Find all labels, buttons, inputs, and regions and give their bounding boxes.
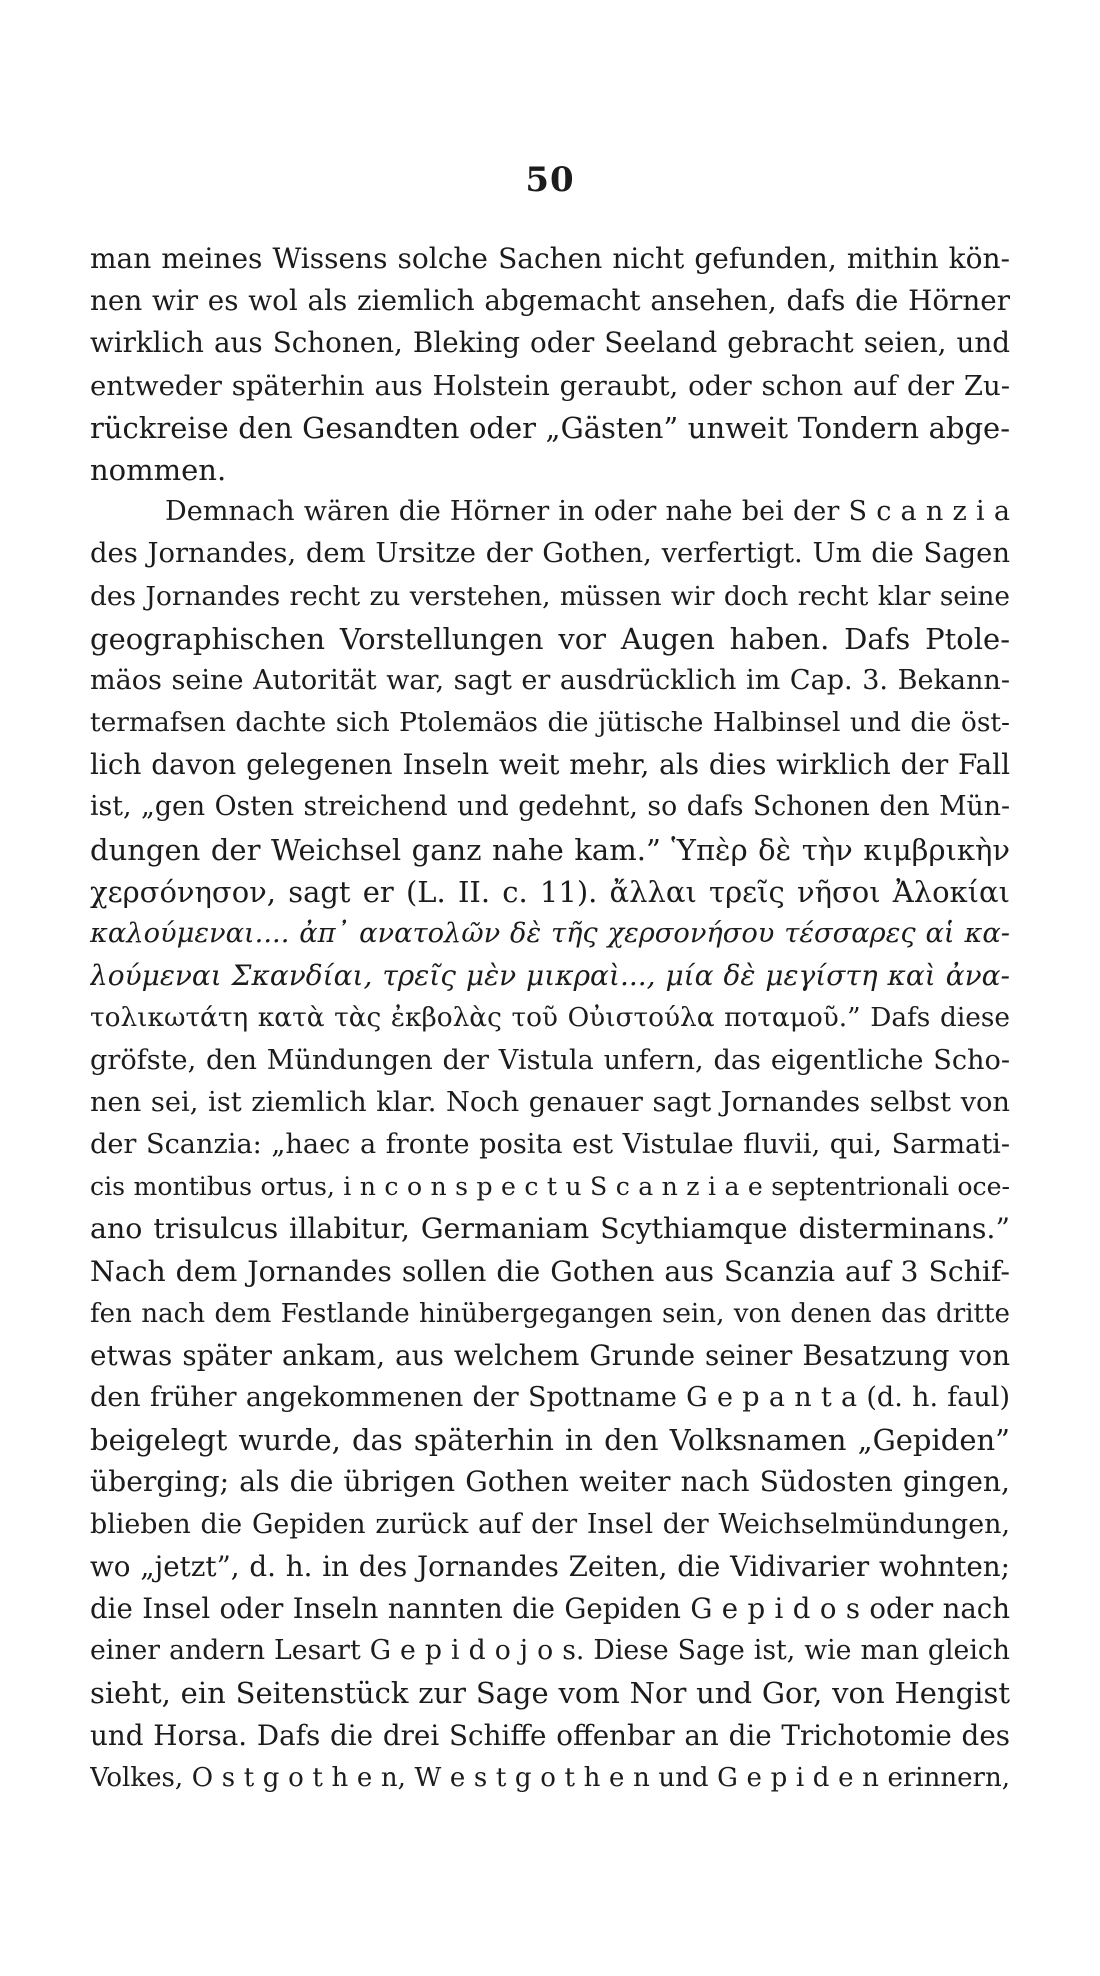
page-number: 50 (525, 160, 575, 200)
text-line: die Insel oder Inseln nannten die Gepiden G e p i d o s oder nach (90, 1592, 1010, 1625)
text-line: χερσόνησον, sagt er (L. II. c. 11). ἄλλαι τρεῖς νῆσοι Ἀλοκίαι (90, 874, 1010, 909)
text-line: nommen. (90, 452, 227, 487)
text-line: man meines Wissens solche Sachen nicht gefunden, mithin kön- (90, 242, 1010, 275)
text-line: Demnach wären die Hörner in oder nahe bei der S c a n z i a (165, 496, 1010, 528)
text-line: des Jornandes recht zu verstehen, müssen wir doch recht klar seine (90, 581, 1010, 612)
text-line: und Horsa. Dafs die drei Schiffe offenbar an die Trichotomie des (90, 1718, 1010, 1752)
text-line: wo „jetzt”, d. h. in des Jornandes Zeiten, die Vidivarier wohnten; (90, 1549, 1010, 1583)
body-text (90, 238, 1010, 1799)
text-line: einer andern Lesart G e p i d o j o s. Diese Sage ist, wie man gleich (90, 1635, 1010, 1667)
text-line: sieht, ein Seitenstück zur Sage vom Nor und Gor, von Hengist (90, 1676, 1010, 1711)
text-line: der Scanzia: „haec a fronte posita est Vistulae fluvii, qui, Sarmati- (90, 1128, 1010, 1160)
text-line: τολικωτάτη κατὰ τὰς ἐκβολὰς τοῦ Οὐιστούλα ποταμοῦ.” Dafs diese (90, 1003, 1010, 1034)
text-line: nen sei, ist ziemlich klar. Noch genauer sagt Jornandes selbst von (90, 1086, 1010, 1118)
text-line: gröfste, den Mündungen der Vistula unfern, das eigentliche Scho- (90, 1044, 1010, 1076)
text-line: ano trisulcus illabitur, Germaniam Scythiamque disterminans.” (90, 1212, 1010, 1246)
text-line: Nach dem Jornandes sollen die Gothen aus Scanzia auf 3 Schif- (90, 1254, 1010, 1288)
text-line: ist, „gen Osten streichend und gedehnt, so dafs Schonen den Mün- (90, 791, 1010, 823)
text-line: etwas später ankam, aus welchem Grunde seiner Besatzung von (90, 1338, 1010, 1372)
text-line: λούμεναι Σκανδίαι, τρεῖς μὲν μικραὶ..., μία δὲ μεγίστη καὶ ἀνα- (90, 959, 1010, 993)
text-line: geographischen Vorstellungen vor Augen haben. Dafs Ptole- (90, 621, 1010, 656)
text-line: den früher angekommenen der Spottname G e p a n t a (d. h. faul) (90, 1382, 1010, 1414)
text-line: fen nach dem Festlande hinübergegangen sein, von denen das dritte (90, 1298, 1010, 1329)
text-line: rückreise den Gesandten oder „Gästen” unweit Tondern abge- (90, 410, 1010, 445)
text-line: nen wir es wol als ziemlich abgemacht ansehen, dafs die Hörner (90, 284, 1010, 318)
text-line: wirklich aus Schonen, Bleking oder Seeland gebracht seien, und (90, 326, 1010, 360)
text-line: lich davon gelegenen Inseln weit mehr, als dies wirklich der Fall (90, 748, 1010, 782)
text-line: cis montibus ortus, i n c o n s p e c t u S c a n z i a e septentrionali oce- (90, 1172, 1010, 1202)
text-line: καλούμεναι.... ἀπ᾽ ανατολῶν δὲ τῆς χερσονήσου τέσσαρες αἱ κα- (90, 918, 1010, 949)
text-line: entweder späterhin aus Holstein geraubt, oder schon auf der Zu- (90, 369, 1010, 402)
text-line: blieben die Gepiden zurück auf der Insel der Weichselmündungen, (90, 1508, 1010, 1540)
text-line: überging; als die übrigen Gothen weiter nach Südosten gingen, (90, 1465, 1010, 1499)
text-line: termafsen dachte sich Ptolemäos die jütische Halbinsel und die öst- (90, 707, 1010, 739)
text-line: beigelegt wurde, das späterhin in den Volksnamen „Gepiden” (90, 1423, 1010, 1458)
text-line: des Jornandes, dem Ursitze der Gothen, verfertigt. Um die Sagen (90, 538, 1010, 570)
text-line: dungen der Weichsel ganz nahe kam.” Ὑπὲρ δὲ τὴν κιμβρικὴν (90, 832, 1010, 867)
text-line: Volkes, O s t g o t h e n, W e s t g o t h e n und G e p i d e n erinnern, (90, 1762, 1010, 1793)
text-line: mäos seine Autorität war, sagt er ausdrücklich im Cap. 3. Bekann- (90, 664, 1010, 696)
